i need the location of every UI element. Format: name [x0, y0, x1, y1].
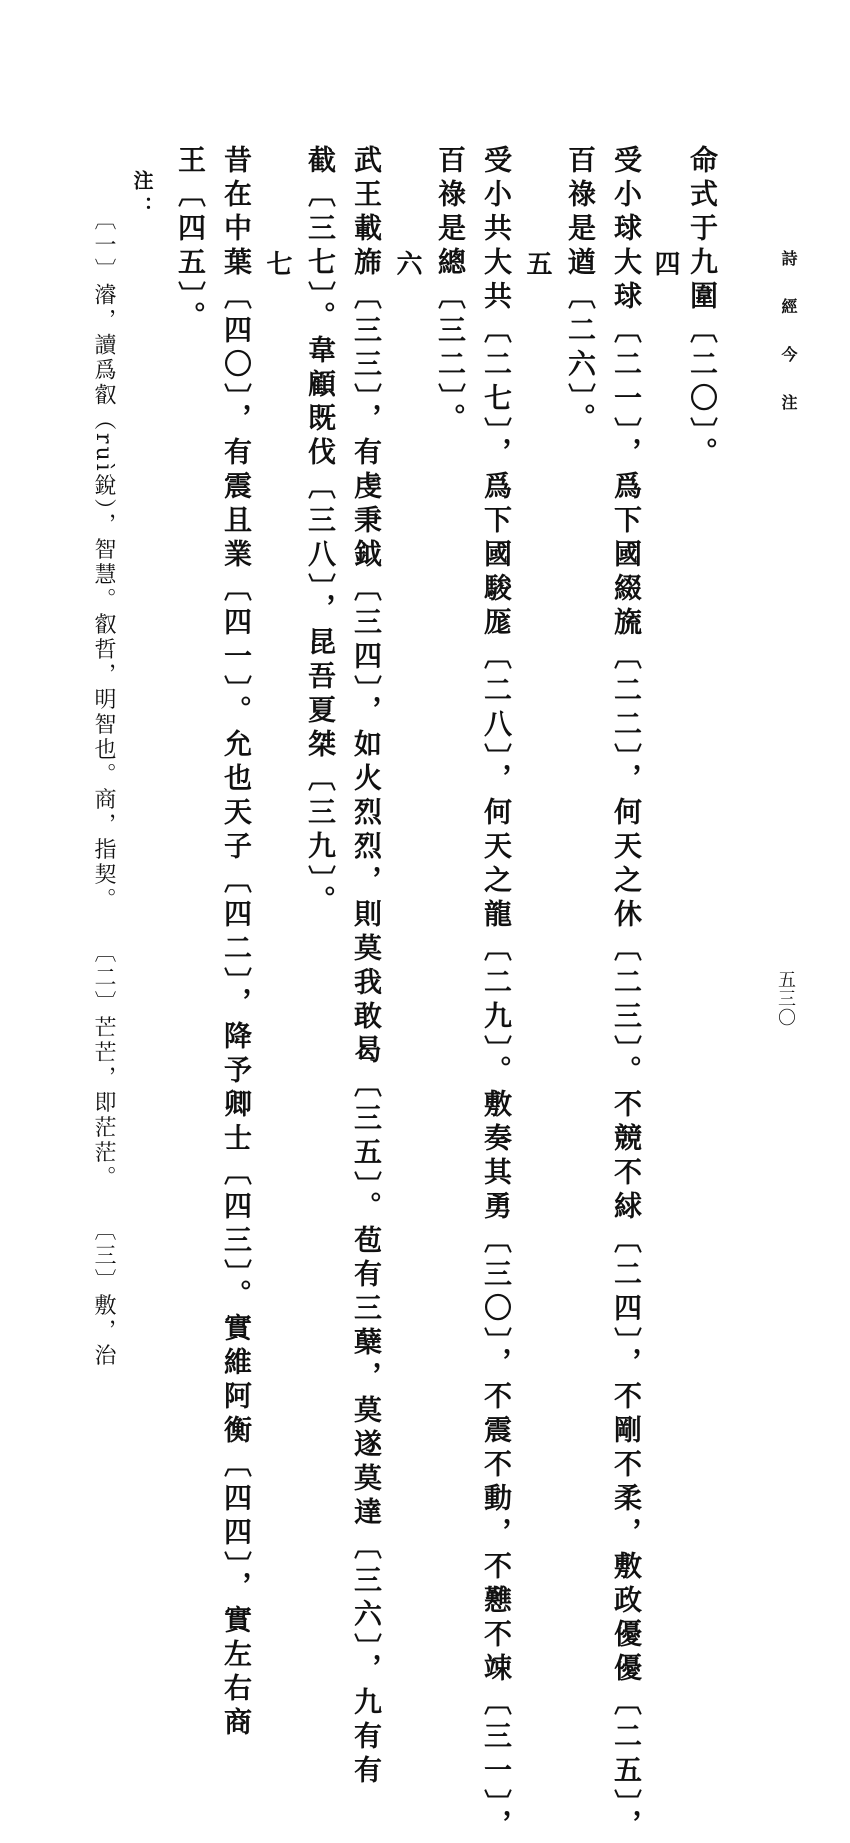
- verse-line: 受小球大球〔二一〕，爲下國綴旒〔二二〕，何天之休〔二三〕。不競不絿〔二四〕，不剛不柔，敷政優優〔二五〕，: [610, 145, 643, 1843]
- verse-line: 百祿是總〔三二〕。: [434, 145, 467, 437]
- stanza-number: 四: [650, 250, 680, 282]
- note-line: 〔一〕濬，讀爲叡（ruì銳），智慧。叡哲，明智也。商，指契。 〔二〕芒芒，即茫茫。 〔三〕敷，治: [91, 208, 116, 1369]
- notes-label: 注：: [130, 170, 154, 222]
- verse-line: 截〔三七〕。韋顧既伐〔三八〕，昆吾夏桀〔三九〕。: [304, 145, 337, 919]
- page-number: 五三〇: [775, 970, 796, 1027]
- verse-line: 受小共大共〔二七〕，爲下國駿厖〔二八〕，何天之龍〔二九〕。敷奏其勇〔三〇〕，不震不動，不戁不竦〔三一〕，: [480, 145, 513, 1843]
- stanza-number: 五: [522, 250, 552, 282]
- book-title: 詩經今注: [779, 250, 798, 442]
- verse-line: 武王載旆〔三三〕，有虔秉鉞〔三四〕，如火烈烈，則莫我敢曷〔三五〕。苞有三蘖，莫遂莫達〔三六〕，九有有: [350, 145, 383, 1789]
- stanza-number: 七: [262, 250, 292, 282]
- verse-line: 百祿是遒〔二六〕。: [564, 145, 597, 437]
- verse-line: 王〔四五〕。: [174, 145, 207, 335]
- verse-line: 昔在中葉〔四〇〕，有震且業〔四一〕。允也天子〔四二〕，降予卿士〔四三〕。實維阿衡〔四四〕，實左右商: [220, 145, 253, 1741]
- verse-line: 命式于九圍〔二〇〕。: [686, 145, 719, 471]
- stanza-number: 六: [392, 250, 422, 282]
